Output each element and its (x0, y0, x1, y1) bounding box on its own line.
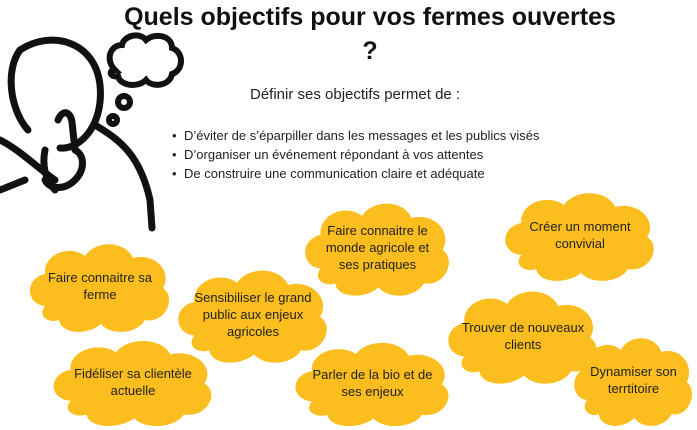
cloud-label: Parler de la bio et de ses enjeux (312, 366, 433, 399)
cloud-label: Créer un moment convivial (529, 219, 631, 251)
cloud-monde-agricole (300, 195, 455, 300)
cloud-territoire (570, 330, 697, 430)
bullet-item: • D’organiser un événement répondant à vos attentes (172, 145, 540, 164)
cloud-label: Fidéliser sa clientèle actuelle (74, 365, 192, 398)
cloud-label: Sensibiliser le grand public aux enjeux agricoles (194, 290, 312, 339)
objectives-list (172, 126, 540, 183)
cloud-bio (290, 335, 455, 430)
cloud-label: Dynamiser son terrtitoire (590, 364, 677, 396)
cloud-label: Faire connaitre sa ferme (47, 270, 153, 302)
bullet-item: • D’éviter de s’éparpiller dans les messages et les publics visés (172, 126, 540, 145)
page-title: Quels objectifs pour vos fermes ouvertes ? (124, 3, 616, 65)
bullet-item: • De construire une communication claire et adéquate (172, 164, 540, 183)
cloud-faire-connaitre-ferme (25, 236, 175, 336)
cloud-moment-convivial (500, 185, 660, 285)
subtitle: Définir ses objectifs permet de : (250, 86, 461, 103)
cloud-label: Trouver de nouveaux clients (461, 319, 585, 352)
cloud-fideliser (48, 333, 218, 430)
cloud-label: Faire connaitre le monde agricole et ses pratiques (325, 223, 430, 272)
